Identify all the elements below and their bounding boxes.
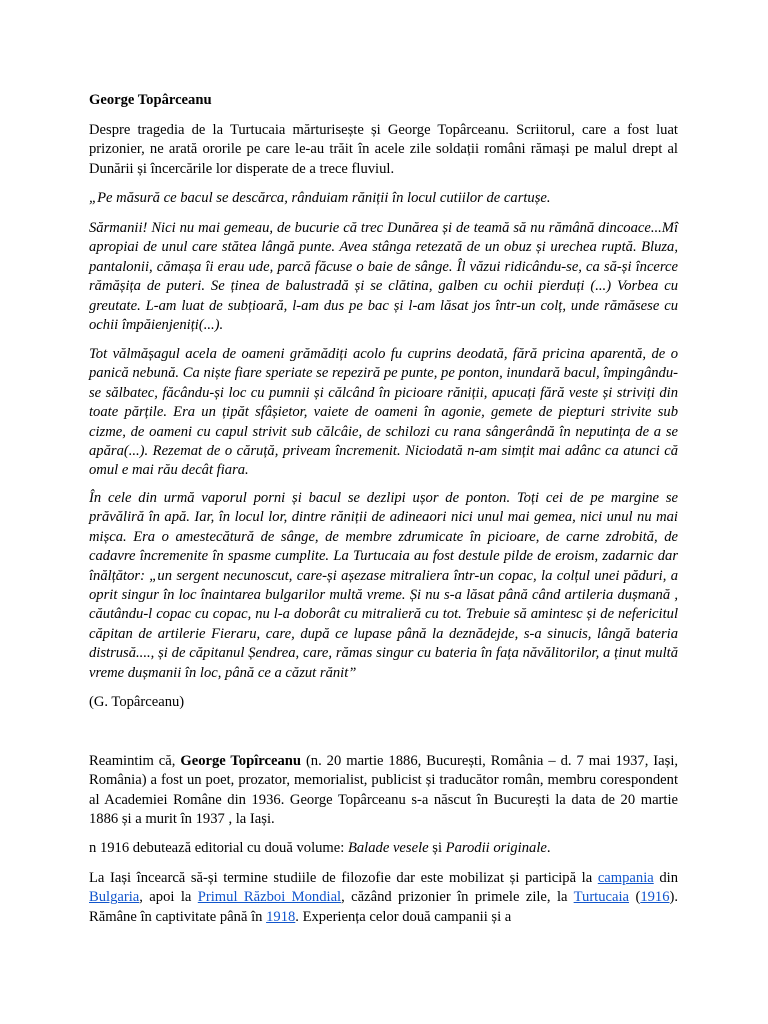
attribution: (G. Topârceanu) [89,694,185,710]
volume-1: Balade vesele [347,840,429,856]
debut-pre: n 1916 debutează editorial cu două volume: [89,840,345,856]
study-paragraph [89,869,678,927]
link-1918[interactable]: 1918 [266,908,296,925]
debut-mid: și [432,840,442,856]
quote-paragraph-2: Sărmanii! Nici nu mai gemeau, de bucurie că trec Dunărea și de teamă să nu rămână dincoace...Mî apropiai de unul care stătea lângă punte. Avea stânga retezată de un obuz și urechea ruptă. Bluza, pantalonii, cămașa îi erau ude, parcă făcuse o baie de sânge. Îl văzui ridicându-se, ca să-și încerce rămășița de puteri. Se ținea de balustradă și se clătina, galben cu ochii pierduți (...) Vorbea cu greutate. L-am luat de subțioară, l-am dus pe bac și l-am lăsat jos într-un colț, unde rămăsese cu ochii împăienjeniți(...). [89,220,678,334]
link-1916[interactable]: 1916 [640,889,670,906]
study-text-6: ). Rămâne în captivitate până în [89,889,679,925]
study-text-2: din [659,870,678,886]
quote-paragraph-3: Tot vălmășagul acela de oameni grămădiți acolo fu cuprins deodată, fără pricina aparentă, de o panică nebună. Ca niște fiare speriate se repeziră pe punte, pe ponton, inundară bacul, împingându-se sălbatec, făcându-și loc cu pumnii și călcând în picioare răniții, apucați fără veste și striviți din toate părțile. Era un țipăt sfâșietor, vaiete de oameni în agonie, gemete de piepturi strivite sub cizme, de oameni cu capul strivit sub călcâie, de schilozi cu rana sângerândă în neputința de a se apăra(...). Rezemat de o căruță, priveam încremenit. Niciodată n-am simțit mai adânc ca atunci că omul e mai rău decât fiara. [89,346,678,479]
link-bulgaria[interactable]: Bulgaria [89,889,140,906]
quote-paragraph-1: „Pe măsură ce bacul se descărca, rânduiam răniții în locul cutiilor de cartușe. [89,190,551,206]
study-text-5: ( [635,889,641,906]
author-name: George Topîrceanu [180,753,301,769]
study-text-4: , căzând prizonier în primele zile, la [341,889,568,906]
debut-paragraph [89,839,678,858]
document-title: George Topârceanu [89,92,212,108]
bio-rest: (n. 20 martie 1886, București, România – d. 7 mai 1937, Iași, România) a fost un poet, prozator, memorialist, publicist și traducător român, membru corespondent al Academiei Române din 1936. George Topârceanu s-a născut în București la data de 20 martie 1886 și a murit în 1937 , la Iași. [89,753,679,828]
volume-2: Parodii originale [445,840,547,856]
study-text-7: . Experiența celor două campanii și a [295,908,512,925]
link-primul-razboi-mondial[interactable]: Primul Război Mondial [197,889,342,906]
debut-post: . [546,840,551,856]
link-campania[interactable]: campania [597,870,654,886]
link-turtucaia[interactable]: Turtucaia [573,889,630,906]
study-text-3: , apoi la [139,889,192,906]
bio-paragraph [89,752,678,830]
intro-paragraph: Despre tragedia de la Turtucaia mărturisește și George Topârceanu. Scriitorul, care a fost luat prizonier, ne arată ororile pe care le-au trăit în acele zile soldații români rămași pe malul drept al Dunării și încercările lor disperate de a trece fluviul. [89,122,678,177]
quote-paragraph-4: În cele din urmă vaporul porni și bacul se dezlipi ușor de ponton. Toți cei de pe margine se prăvăliră în apă. Iar, în locul lor, dintre răniții de adineaori nici unul mai gemea, nici unul nu mai mișca. Era o amestecătură de sânge, de membre zdrumicate în picioare, de carne zdrobită, de cadavre încremenite în spasme cumplite. La Turtucaia au fost destule pilde de eroism, zadarnic dar înălțător: „un sergent necunoscut, care-și așezase mitraliera într-un copac, la colțul unei păduri, a oprit singur în loc înaintarea bulgarilor multă vreme. Și nu s-a lăsat până când artileria dușmană , căutându-l copac cu copac, nu l-a doborât cu mitralieră cu tot. Trebuie să amintesc și de nefericitul căpitan de artilerie Fieraru, care, după ce lupase până la deznădejde, s-a sinucis, lângă bateria distrusă...., și de căpitanul Șendrea, care, rămas singur cu bateria în fața năvălitorilor, a ținut multă vreme dușmanii în loc, până ce a căzut rănit” [89,490,678,681]
study-text-1: La Iași încearcă să-și termine studiile de filozofie dar este mobilizat și participă la [89,870,593,886]
bio-lead: Reamintim că, [89,753,176,769]
